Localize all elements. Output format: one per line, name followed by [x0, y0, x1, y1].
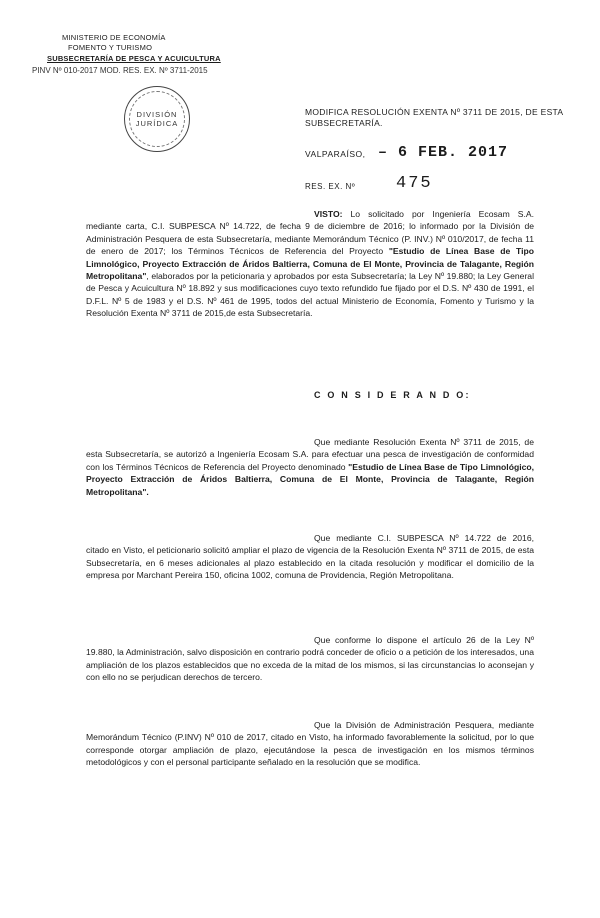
- visto-text-2: , elaborados por la peticionaria y aprobados por esta Subsecretaría; la Ley Nº 19.880; la Ley General de Pesca y Acuicultura Nº 18.892 y sus modificaciones cuyo texto refundido fue fijado por el D.S. Nº 430 de 1991, el D.F.L. Nº 5 de 1983 y el D.S. Nº 461 de 1995, todos del actual Ministerio de Economía, Fomento y Turismo y la Resolución Exenta Nº 3711 de 2015,de esta Subsecretaría.: [86, 271, 534, 319]
- visto-label: VISTO:: [314, 209, 343, 219]
- considerando-paragraph-4: Que la División de Administración Pesquera, mediante Memorándum Técnico (P.INV) Nº 010 de 2017, citado en Visto, ha informado favorablemente la solicitud, por lo que corresponde otorgar ampliación de plazo, ejecutándose la pesca de investigación en los mismos términos metodológicos y con el personal participante señalado en la resolución que se modifica.: [86, 720, 534, 768]
- ministry-line1: MINISTERIO DE ECONOMÍA: [62, 33, 166, 42]
- visto-paragraph: [86, 208, 534, 320]
- ministry-line2: FOMENTO Y TURISMO: [68, 43, 153, 52]
- place-label: VALPARAÍSO,: [305, 149, 366, 159]
- stamp-line2: JURÍDICA: [135, 119, 179, 128]
- document-date: – 6 FEB. 2017: [378, 144, 509, 161]
- considerando-paragraph-1: [86, 436, 534, 498]
- considerando-paragraph-2: Que mediante C.I. SUBPESCA Nº 14.722 de 2016, citado en Visto, el peticionario solicitó ampliar el plazo de vigencia de la Resolución Exenta Nº 3711 de 2015, de esta Subsecretaría, en 6 meses adicionales al plazo establecido en la citada resolución y modificar el domicilio de la empresa por Marchant Pereira 150, oficina 1002, comuna de Providencia, Región Metropolitana.: [86, 533, 534, 581]
- considerando-1-project: "Estudio de Línea Base de Tipo Limnológico, Proyecto Extracción de Áridos Baltierra, Comuna de El Monte, Provincia de Talagante, Región Metropolitana".: [86, 461, 535, 497]
- visto-project-name: "Estudio de Línea Base de Tipo Limnológico, Proyecto Extracción de Áridos Baltierra, Comuna de El Monte, Provincia de Talagante, Región Metropolitana": [86, 246, 534, 282]
- stamp-ring: [129, 91, 185, 147]
- document-title: MODIFICA RESOLUCIÓN EXENTA Nº 3711 DE 2015, DE ESTA SUBSECRETARÍA.: [305, 107, 563, 128]
- considerando-paragraph-3: Que conforme lo dispone el artículo 26 de la Ley Nº 19.880, la Administración, salvo disposición en contrario podrá conceder de oficio o a petición de los interesados, una ampliación de los plazos establecidos que no exceda de la mitad de los mismos, si las circunstancias lo aconsejan y con ello no se perjudican derechos de tercero.: [86, 635, 534, 683]
- division-juridica-stamp: [124, 86, 190, 152]
- considerando-heading: C O N S I D E R A N D O:: [314, 390, 471, 400]
- resolution-number: 475: [396, 174, 433, 193]
- considerando-1-text: Que mediante Resolución Exenta Nº 3711 de 2015, de esta Subsecretaría, se autorizó a Ingeniería Ecosam S.A. para efectuar una pesca de investigación de conformidad con los Términos Técnicos de Referencia del Proyecto denominado: [86, 437, 534, 472]
- undersecretariat: SUBSECRETARÍA DE PESCA Y ACUICULTURA: [47, 54, 221, 63]
- reference-code: PINV Nº 010-2017 MOD. RES. EX. Nº 3711-2015: [32, 66, 208, 75]
- resolution-label: RES. EX. Nº: [305, 182, 356, 191]
- visto-text-1: Lo solicitado por Ingeniería Ecosam S.A. mediante carta, C.I. SUBPESCA Nº 14.722, de fecha 9 de diciembre de 2016; lo informado por la División de Administración Pesquera de esta Subsecretaría, mediante Memorándum Técnico (P. INV.) Nº 010/2017, de fecha 11 de enero de 2017; los Términos Técnicos de Referencia del Proyecto: [86, 209, 534, 257]
- stamp-line1: DIVISIÓN: [136, 110, 178, 119]
